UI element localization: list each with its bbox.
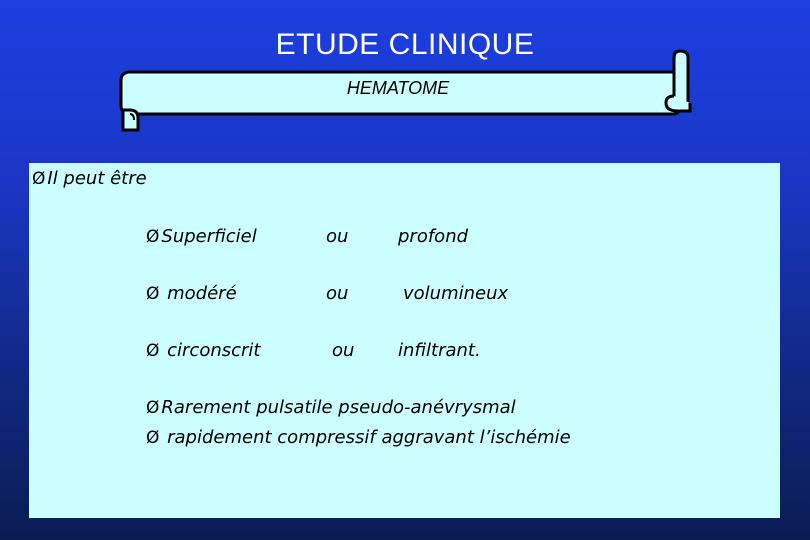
scroll-banner (118, 48, 696, 136)
pair-left-text: modéré (167, 283, 237, 304)
pair-row-left (146, 226, 257, 247)
pair-left-text: circonscrit (167, 340, 261, 361)
pair-connector: ou (326, 226, 349, 247)
arrow-bullet-icon: Ø (146, 284, 160, 304)
intro-line (32, 168, 147, 189)
note-line (146, 427, 571, 448)
pair-right-text: volumineux (403, 283, 509, 304)
pair-row-left (146, 340, 260, 361)
intro-text: Il peut être (47, 168, 147, 189)
pair-row-left (146, 283, 237, 304)
arrow-bullet-icon: Ø (146, 428, 160, 448)
note-line (146, 397, 516, 418)
pair-right-text: profond (398, 226, 469, 247)
slide-title: ETUDE CLINIQUE (275, 28, 535, 61)
arrow-bullet-icon: Ø (32, 169, 46, 189)
arrow-bullet-icon: Ø (146, 341, 160, 361)
pair-connector: ou (332, 340, 355, 361)
pair-left-text: Superficiel (161, 226, 257, 247)
pair-right-text: infiltrant. (398, 340, 481, 361)
section-heading: HEMATOME (346, 78, 450, 98)
pair-connector: ou (326, 283, 349, 304)
arrow-bullet-icon: Ø (146, 398, 160, 418)
note-text: rapidement compressif aggravant l’ischémie (167, 427, 571, 448)
note-text: Rarement pulsatile pseudo-anévrysmal (161, 397, 516, 418)
arrow-bullet-icon: Ø (146, 227, 160, 247)
